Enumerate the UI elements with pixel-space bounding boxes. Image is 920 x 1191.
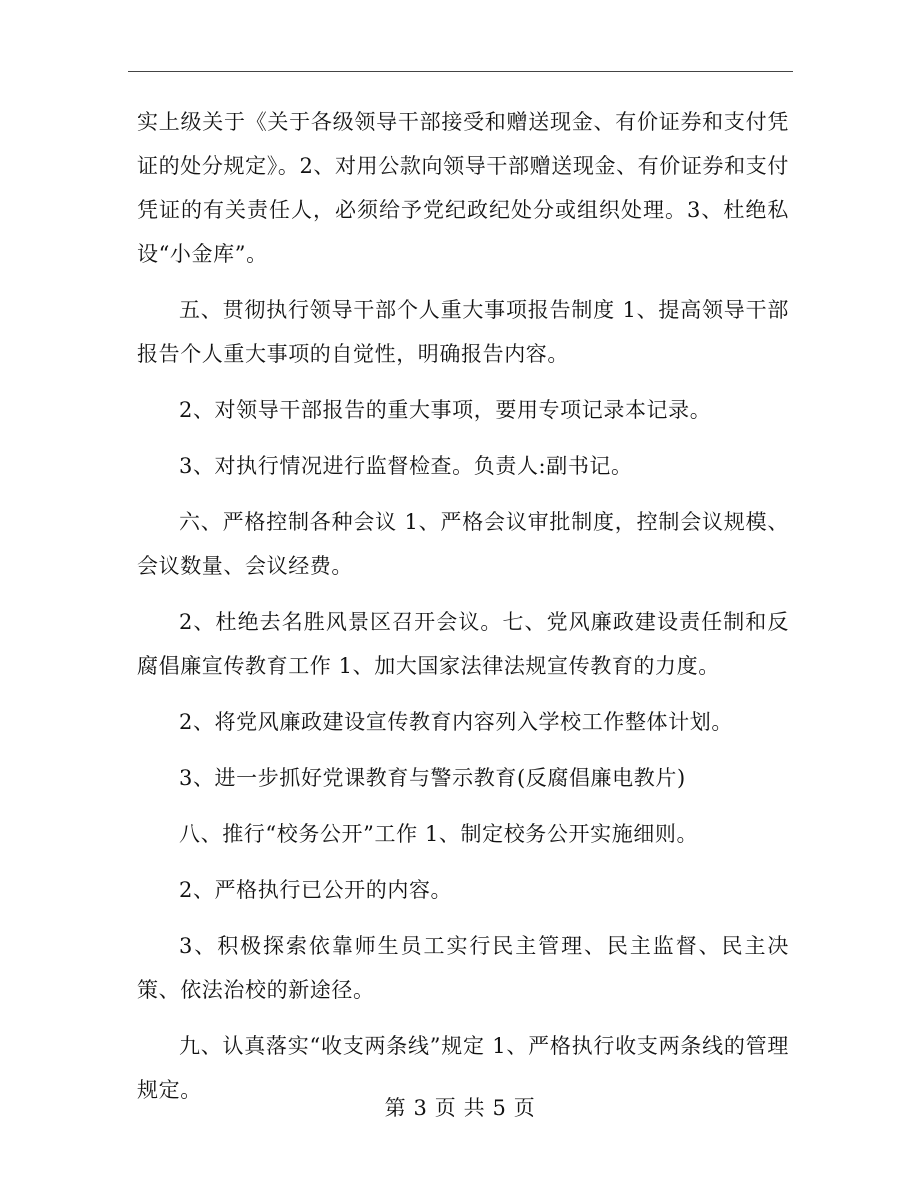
paragraph-7: 2、将党风廉政建设宣传教育内容列入学校工作整体计划。 [179,710,733,734]
document-body [137,100,789,1112]
paragraph-10: 2、严格执行已公开的内容。 [179,878,453,902]
header-divider [128,71,793,72]
paragraph-12: 九、认真落实“收支两条线”规定 1、严格执行收支两条线的管理规定。 [137,1034,789,1102]
paragraph-6: 2、杜绝去名胜风景区召开会议。七、党风廉政建设责任制和反腐倡廉宣传教育工作 1、加大国家法律法规宣传教育的力度。 [137,610,789,678]
page-number: 第 3 页 共 5 页 [384,1096,536,1120]
paragraph-5: 六、严格控制各种会议 1、严格会议审批制度，控制会议规模、会议数量、会议经费。 [137,510,789,578]
paragraph-3: 2、对领导干部报告的重大事项，要用专项记录本记录。 [179,398,712,422]
paragraph-4: 3、对执行情况进行监督检查。负责人:副书记。 [179,454,633,478]
paragraph-8: 3、进一步抓好党课教育与警示教育(反腐倡廉电教片) [179,766,686,790]
paragraph-11: 3、积极探索依靠师生员工实行民主管理、民主监督、民主决策、依法治校的新途径。 [137,934,789,1002]
paragraph-1: 实上级关于《关于各级领导干部接受和赠送现金、有价证券和支付凭证的处分规定》。2、对用公款向领导干部赠送现金、有价证券和支付凭证的有关责任人，必须给予党纪政纪处分或组织处理。3、杜绝私设“小金库”。 [137,110,789,266]
paragraph-2: 五、贯彻执行领导干部个人重大事项报告制度 1、提高领导干部报告个人重大事项的自觉性，明确报告内容。 [137,298,789,366]
paragraph-9: 八、推行“校务公开”工作 1、制定校务公开实施细则。 [179,822,699,846]
